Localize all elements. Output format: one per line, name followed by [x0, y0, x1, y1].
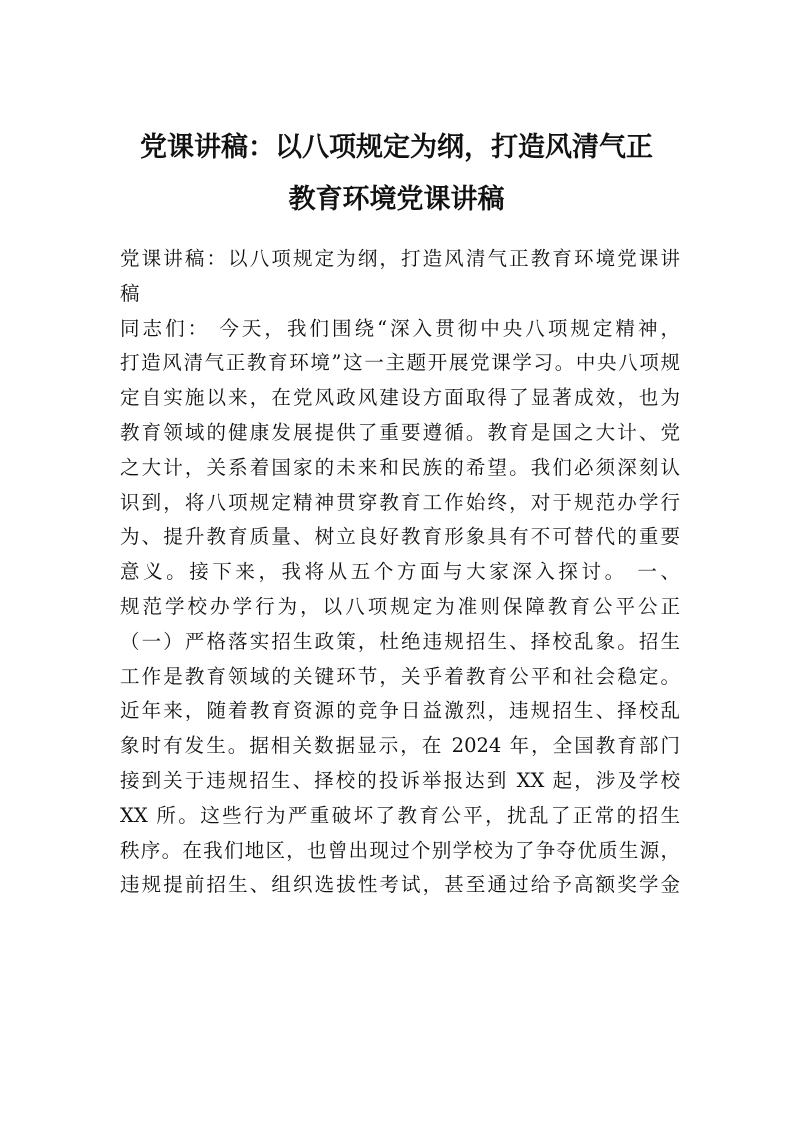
- body-line: XX 所。这些行为严重破坏了教育公平，扰乱了正常的招生: [120, 803, 680, 827]
- body-line: 打造风清气正教育环境”这一主题开展党课学习。中央八项规: [120, 351, 680, 375]
- body-line: 为、提升教育质量、树立良好教育形象具有不可替代的重要: [120, 525, 680, 549]
- title-line-1: 党课讲稿：以八项规定为纲，打造风清气正: [140, 132, 653, 163]
- body-line: 规范学校办学行为，以八项规定为准则保障教育公平公正: [120, 594, 680, 618]
- body-line: 定自实施以来，在党风政风建设方面取得了显著成效，也为: [120, 386, 680, 410]
- body-line: （一）严格落实招生政策，杜绝违规招生、择校乱象。招生: [120, 629, 680, 653]
- body-line: 稿: [120, 281, 140, 305]
- body-line: 党课讲稿：以八项规定为纲，打造风清气正教育环境党课讲: [120, 247, 680, 270]
- body-line: 意义。接下来，我将从五个方面与大家深入探讨。 一、: [120, 560, 680, 584]
- body-line: 识到，将八项规定精神贯穿教育工作始终，对于规范办学行: [120, 490, 680, 514]
- body-line: 同志们： 今天，我们围绕“深入贯彻中央八项规定精神，: [120, 316, 680, 340]
- body-line: 之大计，关系着国家的未来和民族的希望。我们必须深刻认: [120, 455, 680, 479]
- title-line-2: 教育环境党课讲稿: [288, 184, 505, 215]
- document-body: [120, 242, 680, 903]
- body-line: 教育领域的健康发展提供了重要遵循。教育是国之大计、党: [120, 420, 680, 444]
- body-line: 工作是教育领域的关键环节，关乎着教育公平和社会稳定。: [120, 664, 680, 688]
- body-line: 秩序。在我们地区，也曾出现过个别学校为了争夺优质生源，: [120, 838, 680, 862]
- document-title: [110, 122, 683, 226]
- body-line: 象时有发生。据相关数据显示，在 2024 年，全国教育部门: [120, 734, 680, 758]
- body-line: 接到关于违规招生、择校的投诉举报达到 XX 起，涉及学校: [120, 768, 680, 792]
- body-line: 违规提前招生、组织选拔性考试，甚至通过给予高额奖学金: [120, 873, 680, 897]
- body-line: 近年来，随着教育资源的竞争日益激烈，违规招生、择校乱: [120, 699, 680, 723]
